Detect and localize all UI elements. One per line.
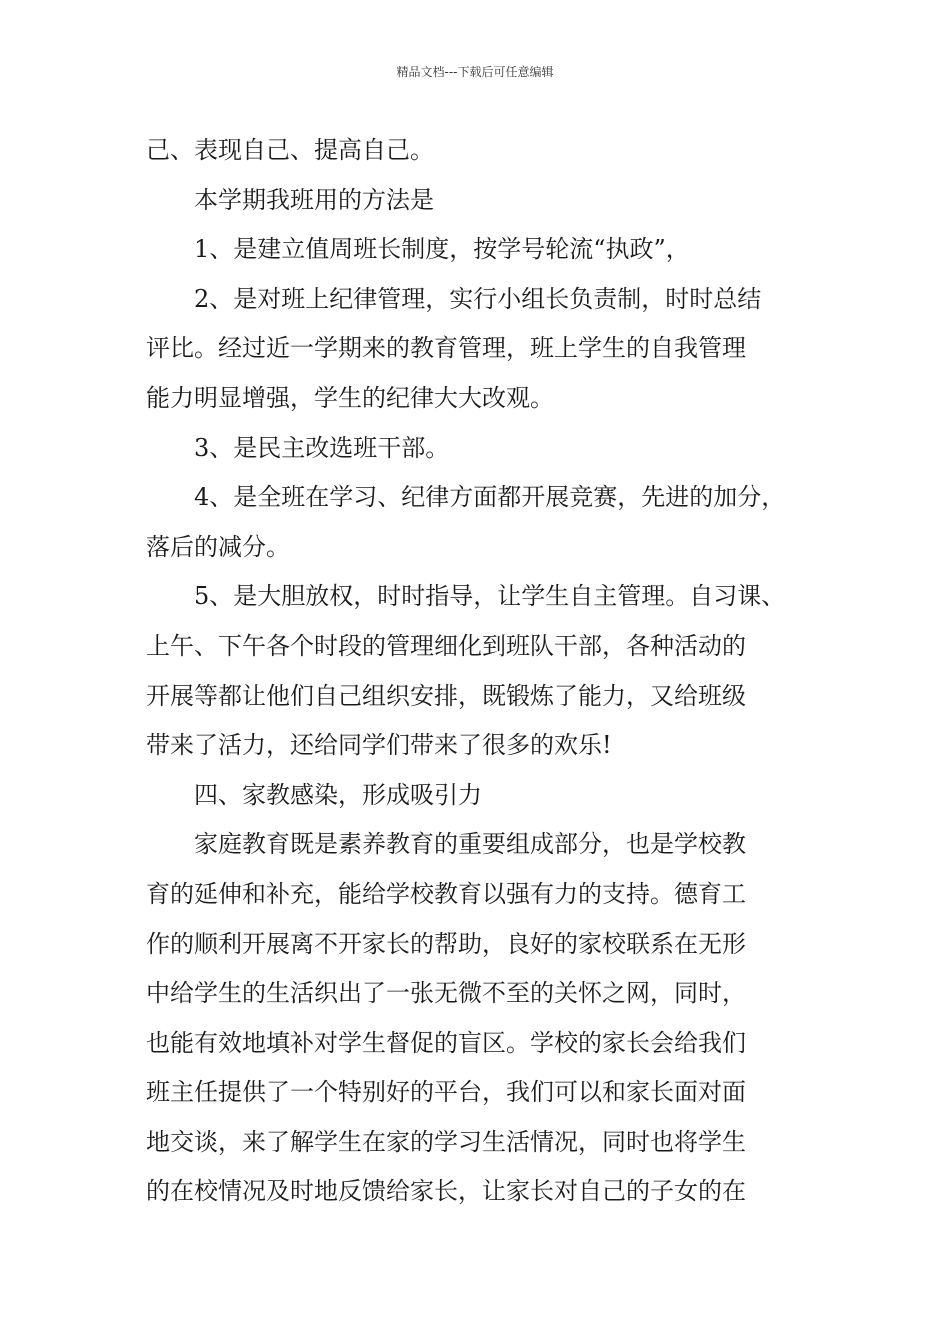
text-line: 1、是建立值周班长制度，按学号轮流“执政”， bbox=[194, 235, 690, 264]
text-line: 落后的减分。 bbox=[146, 532, 290, 561]
text-line: 家庭教育既是素养教育的重要组成部分，也是学校教 bbox=[194, 830, 746, 859]
page-header: 精品文档---下载后可任意编辑 bbox=[396, 65, 554, 79]
text-line: 5、是大胆放权，时时指导，让学生自主管理。自习课、 bbox=[194, 582, 786, 611]
text-line: 上午、下午各个时段的管理细化到班队干部，各种活动的 bbox=[146, 631, 746, 660]
text-line: 能力明显增强，学生的纪律大大改观。 bbox=[146, 383, 554, 412]
text-line: 4、是全班在学习、纪律方面都开展竞赛，先进的加分， bbox=[194, 483, 786, 512]
text-line: 中给学生的生活织出了一张无微不至的关怀之网，同时， bbox=[146, 979, 746, 1008]
text-line: 育的延伸和补充，能给学校教育以强有力的支持。德育工 bbox=[146, 879, 746, 908]
text-line: 3、是民主改选班干部。 bbox=[194, 433, 450, 462]
text-line: 评比。经过近一学期来的教育管理，班上学生的自我管理 bbox=[146, 334, 746, 363]
text-line: 己、表现自己、提高自己。 bbox=[146, 136, 434, 164]
text-line: 2、是对班上纪律管理，实行小组长负责制，时时总结 bbox=[194, 284, 762, 313]
text-line: 带来了活力，还给同学们带来了很多的欢乐! bbox=[146, 731, 612, 760]
text-line: 的在校情况及时地反馈给家长，让家长对自己的子女的在 bbox=[146, 1177, 746, 1206]
text-line: 四、家教感染，形成吸引力 bbox=[194, 780, 482, 809]
document-body bbox=[146, 126, 836, 1217]
text-line: 开展等都让他们自己组织安排，既锻炼了能力，又给班级 bbox=[146, 681, 746, 710]
text-line: 作的顺利开展离不开家长的帮助，良好的家校联系在无形 bbox=[146, 929, 746, 958]
text-line: 班主任提供了一个特别好的平台，我们可以和家长面对面 bbox=[146, 1078, 746, 1107]
text-line: 地交谈，来了解学生在家的学习生活情况，同时也将学生 bbox=[146, 1127, 746, 1156]
text-line: 也能有效地填补对学生督促的盲区。学校的家长会给我们 bbox=[146, 1028, 746, 1057]
text-line: 本学期我班用的方法是 bbox=[194, 185, 434, 214]
